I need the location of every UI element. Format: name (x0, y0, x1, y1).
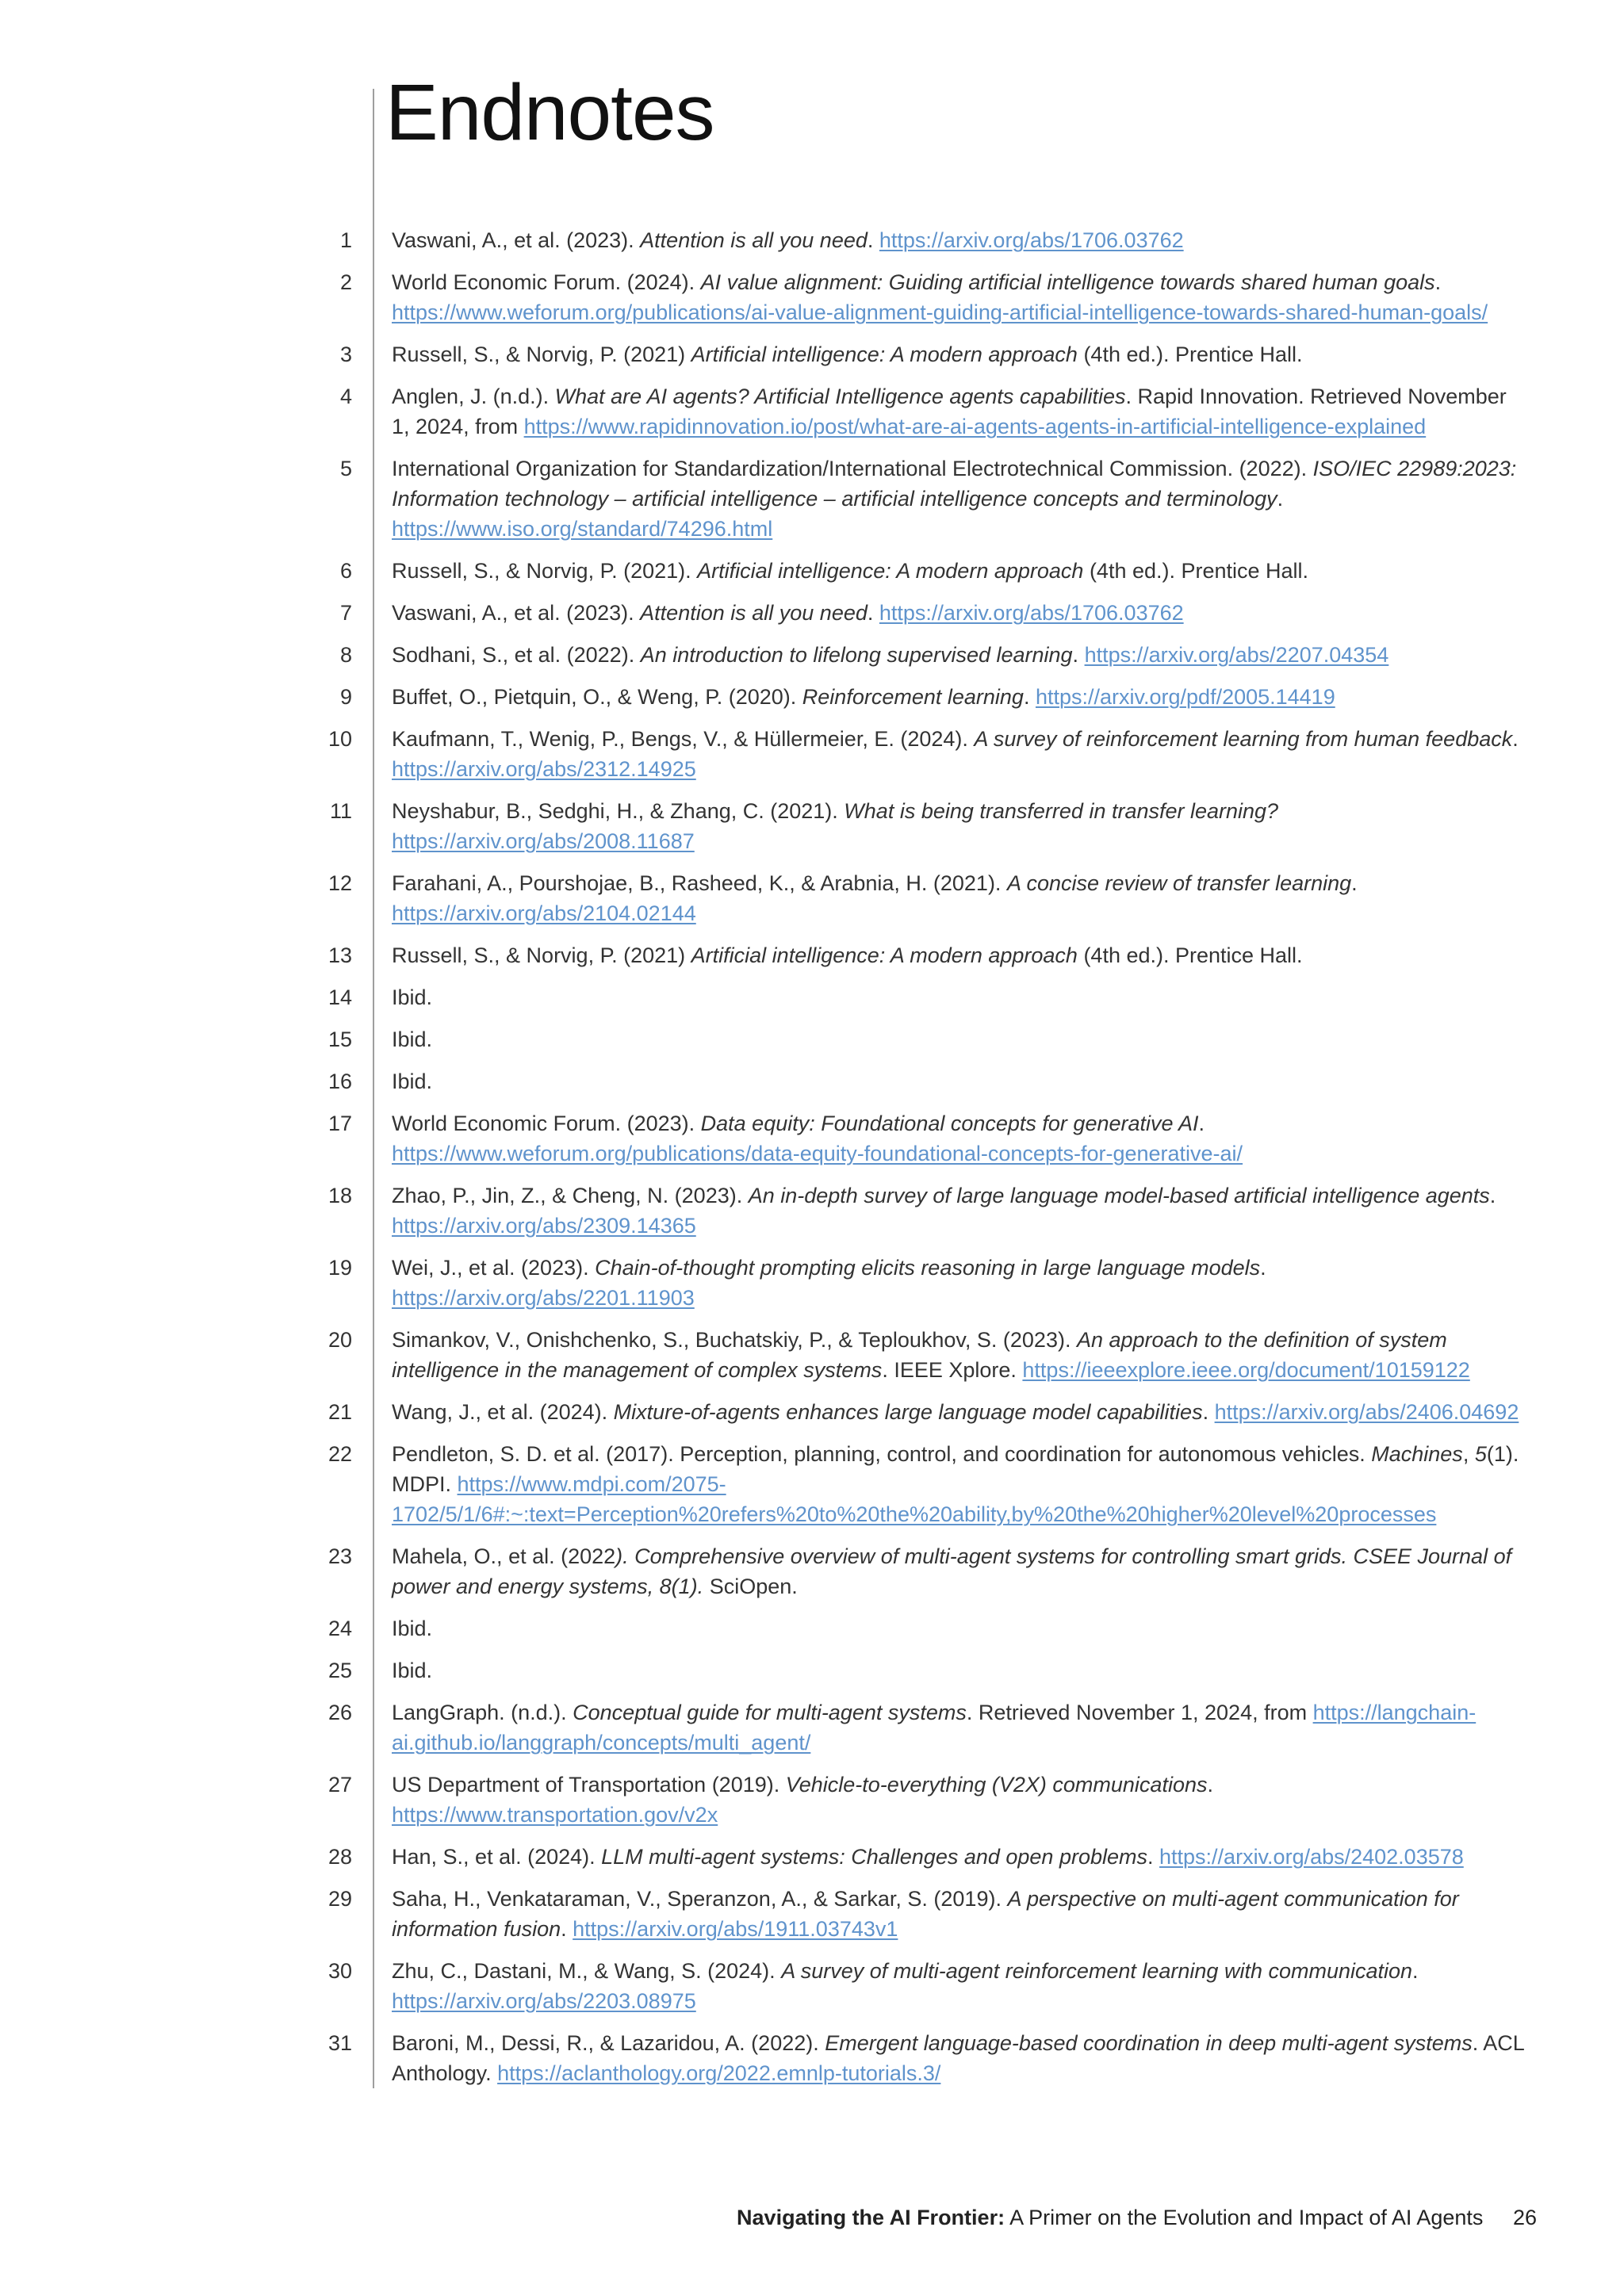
citation-link[interactable]: https://ieeexplore.ieee.org/document/10159122 (1022, 1358, 1470, 1382)
endnote-number: 23 (327, 1544, 352, 1568)
endnote-text (392, 1842, 1526, 1872)
citation-link[interactable]: https://arxiv.org/abs/2406.04692 (1214, 1400, 1519, 1424)
citation-text: . (1147, 1845, 1160, 1869)
endnote-number: 8 (339, 643, 352, 667)
citation-title: What are AI agents? Artificial Intelligence agents capabilities (554, 385, 1126, 408)
citation-text: . (1277, 487, 1284, 511)
citation-link[interactable]: https://arxiv.org/abs/2309.14365 (392, 1214, 696, 1238)
endnote-number: 1 (339, 228, 352, 252)
citation-text: Mahela, O., et al. (2022 (392, 1544, 616, 1568)
footer-subtitle: A Primer on the Evolution and Impact of AI Agents (1009, 2206, 1484, 2229)
endnote-item (0, 1066, 1624, 1096)
endnote-item (0, 339, 1624, 369)
endnote-number: 25 (327, 1659, 352, 1682)
endnote-number: 5 (339, 457, 352, 480)
endnote-item (0, 682, 1624, 712)
endnote-number: 9 (339, 685, 352, 709)
citation-text: . ACL Anthology. (392, 2031, 1524, 2085)
citation-title: Emergent language-based coordination in deep multi-agent systems (825, 2031, 1473, 2055)
citation-text: . (1198, 1112, 1205, 1135)
endnote-text (392, 1066, 1526, 1096)
citation-title: A perspective on multi-agent communication for information fusion (392, 1887, 1459, 1941)
endnote-number: 28 (327, 1845, 352, 1869)
endnote-text (392, 1613, 1526, 1644)
citation-link[interactable]: https://www.iso.org/standard/74296.html (392, 517, 773, 541)
citation-text: (4th ed.). Prentice Hall. (1083, 559, 1309, 583)
citation-title: Vehicle-to-everything (V2X) communications (785, 1773, 1208, 1797)
endnote-text (392, 1325, 1526, 1385)
endnote-number: 2 (339, 270, 352, 294)
citation-title: An in-depth survey of large language model-based artificial intelligence agents (748, 1184, 1490, 1207)
citation-text: . (1202, 1400, 1215, 1424)
citation-text: . Rapid Innovation. Retrieved November 1, 2024, from (392, 385, 1507, 438)
citation-text: . (1351, 871, 1358, 895)
endnote-item (0, 381, 1624, 442)
endnote-item (0, 598, 1624, 628)
citation-text: Russell, S., & Norvig, P. (2021) (392, 342, 691, 366)
citation-text: Anglen, J. (n.d.). (392, 385, 555, 408)
citation-text: (4th ed.). Prentice Hall. (1077, 943, 1303, 967)
citation-title: An approach to the definition of system intelligence in the management of complex systems (392, 1328, 1447, 1382)
endnote-text (392, 796, 1526, 856)
endnote-number: 26 (327, 1701, 352, 1724)
endnote-item (0, 1770, 1624, 1830)
endnote-text (392, 267, 1526, 327)
citation-text: Farahani, A., Pourshojae, B., Rasheed, K., & Arabnia, H. (2021). (392, 871, 1007, 895)
citation-text: Ibid. (392, 1659, 433, 1682)
endnote-text (392, 940, 1526, 970)
citation-title: What is being transferred in transfer learning? (844, 799, 1279, 823)
citation-text: (4th ed.). Prentice Hall. (1077, 342, 1303, 366)
citation-text: , (1462, 1442, 1475, 1466)
endnote-item (0, 1884, 1624, 1944)
citation-text: Pendleton, S. D. et al. (2017). Perception, planning, control, and coordination for autonomous vehicles. (392, 1442, 1372, 1466)
endnote-number: 10 (327, 727, 352, 751)
citation-text: . (561, 1917, 573, 1941)
endnote-text (392, 556, 1526, 586)
citation-title: Data equity: Foundational concepts for generative AI (700, 1112, 1199, 1135)
citation-text: Ibid. (392, 1027, 433, 1051)
citation-text: World Economic Forum. (2024). (392, 270, 701, 294)
citation-text: Han, S., et al. (2024). (392, 1845, 602, 1869)
endnote-text (392, 724, 1526, 784)
endnote-number: 29 (327, 1887, 352, 1911)
endnote-number: 30 (327, 1959, 352, 1983)
citation-title: AI value alignment: Guiding artificial intelligence towards shared human goals (700, 270, 1435, 294)
endnote-item (0, 1655, 1624, 1686)
citation-text: . (1260, 1256, 1266, 1280)
endnote-item (0, 640, 1624, 670)
citation-text: Neyshabur, B., Sedghi, H., & Zhang, C. (2021). (392, 799, 845, 823)
citation-link[interactable]: https://arxiv.org/abs/2201.11903 (392, 1286, 695, 1310)
endnote-item (0, 1397, 1624, 1427)
endnote-item (0, 1956, 1624, 2016)
endnote-text (392, 339, 1526, 369)
endnote-number: 14 (327, 985, 352, 1009)
citation-link[interactable]: https://www.weforum.org/publications/data-equity-foundational-concepts-for-generative-ai/ (392, 1142, 1243, 1165)
citation-link[interactable]: https://arxiv.org/abs/2203.08975 (392, 1989, 696, 2013)
endnote-item (0, 940, 1624, 970)
endnote-text (392, 1108, 1526, 1169)
citation-link[interactable]: https://www.weforum.org/publications/ai-value-alignment-guiding-artificial-intelligence-towards-shared-human-goals/ (392, 300, 1488, 324)
citation-text: Kaufmann, T., Wenig, P., Bengs, V., & Hüllermeier, E. (2024). (392, 727, 975, 751)
endnote-number: 12 (327, 871, 352, 895)
citation-text: (1). MDPI. (392, 1442, 1519, 1496)
endnote-list (0, 225, 1624, 2100)
endnote-number: 11 (329, 799, 352, 823)
citation-text: Zhao, P., Jin, Z., & Cheng, N. (2023). (392, 1184, 749, 1207)
citation-link[interactable]: https://arxiv.org/abs/1706.03762 (879, 601, 1184, 625)
citation-text: US Department of Transportation (2019). (392, 1773, 786, 1797)
endnote-number: 31 (327, 2031, 352, 2055)
citation-link[interactable]: https://www.mdpi.com/2075-1702/5/1/6#:~:text=Perception%20refers%20to%20the%20ability,by%20the%20higher%20level%20processes (392, 1472, 1437, 1526)
citation-title: An introduction to lifelong supervised learning (640, 643, 1073, 667)
citation-text: Vaswani, A., et al. (2023). (392, 228, 641, 252)
endnote-number: 18 (327, 1184, 352, 1207)
citation-link[interactable]: https://arxiv.org/abs/2207.04354 (1084, 643, 1389, 667)
endnote-item (0, 724, 1624, 784)
citation-link[interactable]: https://arxiv.org/pdf/2005.14419 (1035, 685, 1335, 709)
citation-text: SciOpen. (703, 1575, 798, 1598)
citation-title: 5 (1474, 1442, 1487, 1466)
endnote-item (0, 225, 1624, 255)
citation-title: A concise review of transfer learning (1006, 871, 1352, 895)
endnote-text (392, 453, 1526, 544)
endnote-item (0, 796, 1624, 856)
citation-text: Zhu, C., Dastani, M., & Wang, S. (2024). (392, 1959, 782, 1983)
endnote-text (392, 682, 1526, 712)
endnote-text (392, 1541, 1526, 1601)
citation-link[interactable]: https://arxiv.org/abs/1911.03743v1 (573, 1917, 898, 1941)
citation-text: Ibid. (392, 1617, 433, 1640)
endnote-item (0, 1541, 1624, 1601)
endnote-text (392, 598, 1526, 628)
endnote-item (0, 267, 1624, 327)
citation-title: Artificial intelligence: A modern approach (697, 559, 1084, 583)
citation-text: Sodhani, S., et al. (2022). (392, 643, 641, 667)
endnote-text (392, 1655, 1526, 1686)
endnote-number: 7 (339, 601, 352, 625)
page-footer (737, 2206, 1537, 2230)
endnote-item (0, 556, 1624, 586)
citation-link[interactable]: https://arxiv.org/abs/2312.14925 (392, 757, 696, 781)
footer-brand: Navigating the AI Frontier: (737, 2206, 1005, 2229)
citation-text: Baroni, M., Dessi, R., & Lazaridou, A. (2022). (392, 2031, 825, 2055)
citation-link[interactable]: https://aclanthology.org/2022.emnlp-tutorials.3/ (497, 2061, 941, 2085)
endnote-text (392, 225, 1526, 255)
endnote-text (392, 1024, 1526, 1054)
endnote-item (0, 1108, 1624, 1169)
citation-text: . (1512, 727, 1519, 751)
citation-link[interactable]: https://arxiv.org/abs/1706.03762 (879, 228, 1184, 252)
citation-text: . (1412, 1959, 1419, 1983)
citation-title: Conceptual guide for multi-agent systems (573, 1701, 967, 1724)
endnote-item (0, 1697, 1624, 1758)
citation-title: A survey of multi-agent reinforcement learning with communication (781, 1959, 1413, 1983)
endnote-text (392, 2028, 1526, 2088)
citation-title: Chain-of-thought prompting elicits reasoning in large language models (595, 1256, 1261, 1280)
endnote-item (0, 1325, 1624, 1385)
endnote-item (0, 1253, 1624, 1313)
citation-text: . (1434, 270, 1442, 294)
page-title: Endnotes (385, 68, 714, 157)
endnote-text (392, 1439, 1526, 1529)
endnote-number: 6 (339, 559, 352, 583)
citation-link[interactable]: https://arxiv.org/abs/2008.11687 (392, 829, 695, 853)
citation-link[interactable]: https://langchain-ai.github.io/langgraph/concepts/multi_agent/ (392, 1701, 1477, 1755)
citation-link[interactable]: https://www.transportation.gov/v2x (392, 1803, 718, 1827)
endnote-number: 13 (327, 943, 352, 967)
citation-text: Russell, S., & Norvig, P. (2021). (392, 559, 698, 583)
endnote-item (0, 1024, 1624, 1054)
endnote-item (0, 1181, 1624, 1241)
citation-text: International Organization for Standardization/International Electrotechnical Commission. (2022). (392, 457, 1313, 480)
endnote-text (392, 868, 1526, 928)
endnote-number: 4 (339, 385, 352, 408)
page-number: 26 (1512, 2206, 1537, 2229)
endnote-item (0, 1439, 1624, 1529)
endnote-number: 21 (327, 1400, 352, 1424)
citation-text: . (1072, 643, 1085, 667)
endnote-number: 20 (327, 1328, 352, 1352)
citation-title: ISO/IEC 22989:2023: Information technology – artificial intelligence – artificial intelligence concepts and terminology (392, 457, 1517, 511)
endnote-item (0, 453, 1624, 544)
citation-text: Ibid. (392, 985, 433, 1009)
endnote-item (0, 982, 1624, 1012)
endnote-number: 27 (327, 1773, 352, 1797)
endnote-text (392, 381, 1526, 442)
citation-text: Vaswani, A., et al. (2023). (392, 601, 641, 625)
endnote-text (392, 1253, 1526, 1313)
citation-text: . (1023, 685, 1036, 709)
endnote-text (392, 1697, 1526, 1758)
citation-text: Russell, S., & Norvig, P. (2021) (392, 943, 691, 967)
endnote-item (0, 1842, 1624, 1872)
citation-text: Simankov, V., Onishchenko, S., Buchatskiy, P., & Teploukhov, S. (2023). (392, 1328, 1077, 1352)
endnote-text (392, 1770, 1526, 1830)
citation-title: Machines (1371, 1442, 1463, 1466)
citation-title: Reinforcement learning (802, 685, 1024, 709)
citation-title: LLM multi-agent systems: Challenges and open problems (601, 1845, 1147, 1869)
citation-text: . (867, 601, 879, 625)
endnote-text (392, 1181, 1526, 1241)
endnote-number: 24 (327, 1617, 352, 1640)
endnote-item (0, 1613, 1624, 1644)
citation-text: Ibid. (392, 1070, 433, 1093)
citation-text: Saha, H., Venkataraman, V., Speranzon, A., & Sarkar, S. (2019). (392, 1887, 1008, 1911)
endnote-number: 19 (327, 1256, 352, 1280)
endnote-text (392, 1397, 1526, 1427)
citation-text: . (1207, 1773, 1213, 1797)
endnote-number: 16 (327, 1070, 352, 1093)
citation-link[interactable]: https://arxiv.org/abs/2104.02144 (392, 901, 696, 925)
citation-title: Mixture-of-agents enhances large language model capabilities (613, 1400, 1203, 1424)
citation-text: . IEEE Xplore. (882, 1358, 1023, 1382)
endnote-text (392, 640, 1526, 670)
endnote-number: 22 (327, 1442, 352, 1466)
citation-text: . (1489, 1184, 1496, 1207)
citation-text: . Retrieved November 1, 2024, from (966, 1701, 1313, 1724)
endnote-text (392, 1956, 1526, 2016)
citation-text: Wei, J., et al. (2023). (392, 1256, 596, 1280)
citation-title: A survey of reinforcement learning from human feedback (974, 727, 1513, 751)
citation-text: LangGraph. (n.d.). (392, 1701, 573, 1724)
endnote-number: 15 (327, 1027, 352, 1051)
citation-text: Wang, J., et al. (2024). (392, 1400, 614, 1424)
endnote-number: 3 (339, 342, 352, 366)
citation-text: Buffet, O., Pietquin, O., & Weng, P. (2020). (392, 685, 802, 709)
citation-text: World Economic Forum. (2023). (392, 1112, 701, 1135)
citation-title: Attention is all you need (640, 601, 868, 625)
endnote-item (0, 2028, 1624, 2088)
citation-title: Artificial intelligence: A modern approach (691, 943, 1078, 967)
endnote-text (392, 1884, 1526, 1944)
citation-link[interactable]: https://www.rapidinnovation.io/post/what-are-ai-agents-agents-in-artificial-intelligence-explained (523, 415, 1427, 438)
citation-title: ). Comprehensive overview of multi-agent systems for controlling smart grids. CSEE Journal of power and energy systems, 8(1). (392, 1544, 1512, 1598)
endnote-text (392, 982, 1526, 1012)
citation-title: Artificial intelligence: A modern approach (691, 342, 1078, 366)
endnote-item (0, 868, 1624, 928)
endnote-number: 17 (327, 1112, 352, 1135)
citation-link[interactable]: https://arxiv.org/abs/2402.03578 (1159, 1845, 1464, 1869)
citation-title: Attention is all you need (640, 228, 868, 252)
citation-text: . (867, 228, 879, 252)
